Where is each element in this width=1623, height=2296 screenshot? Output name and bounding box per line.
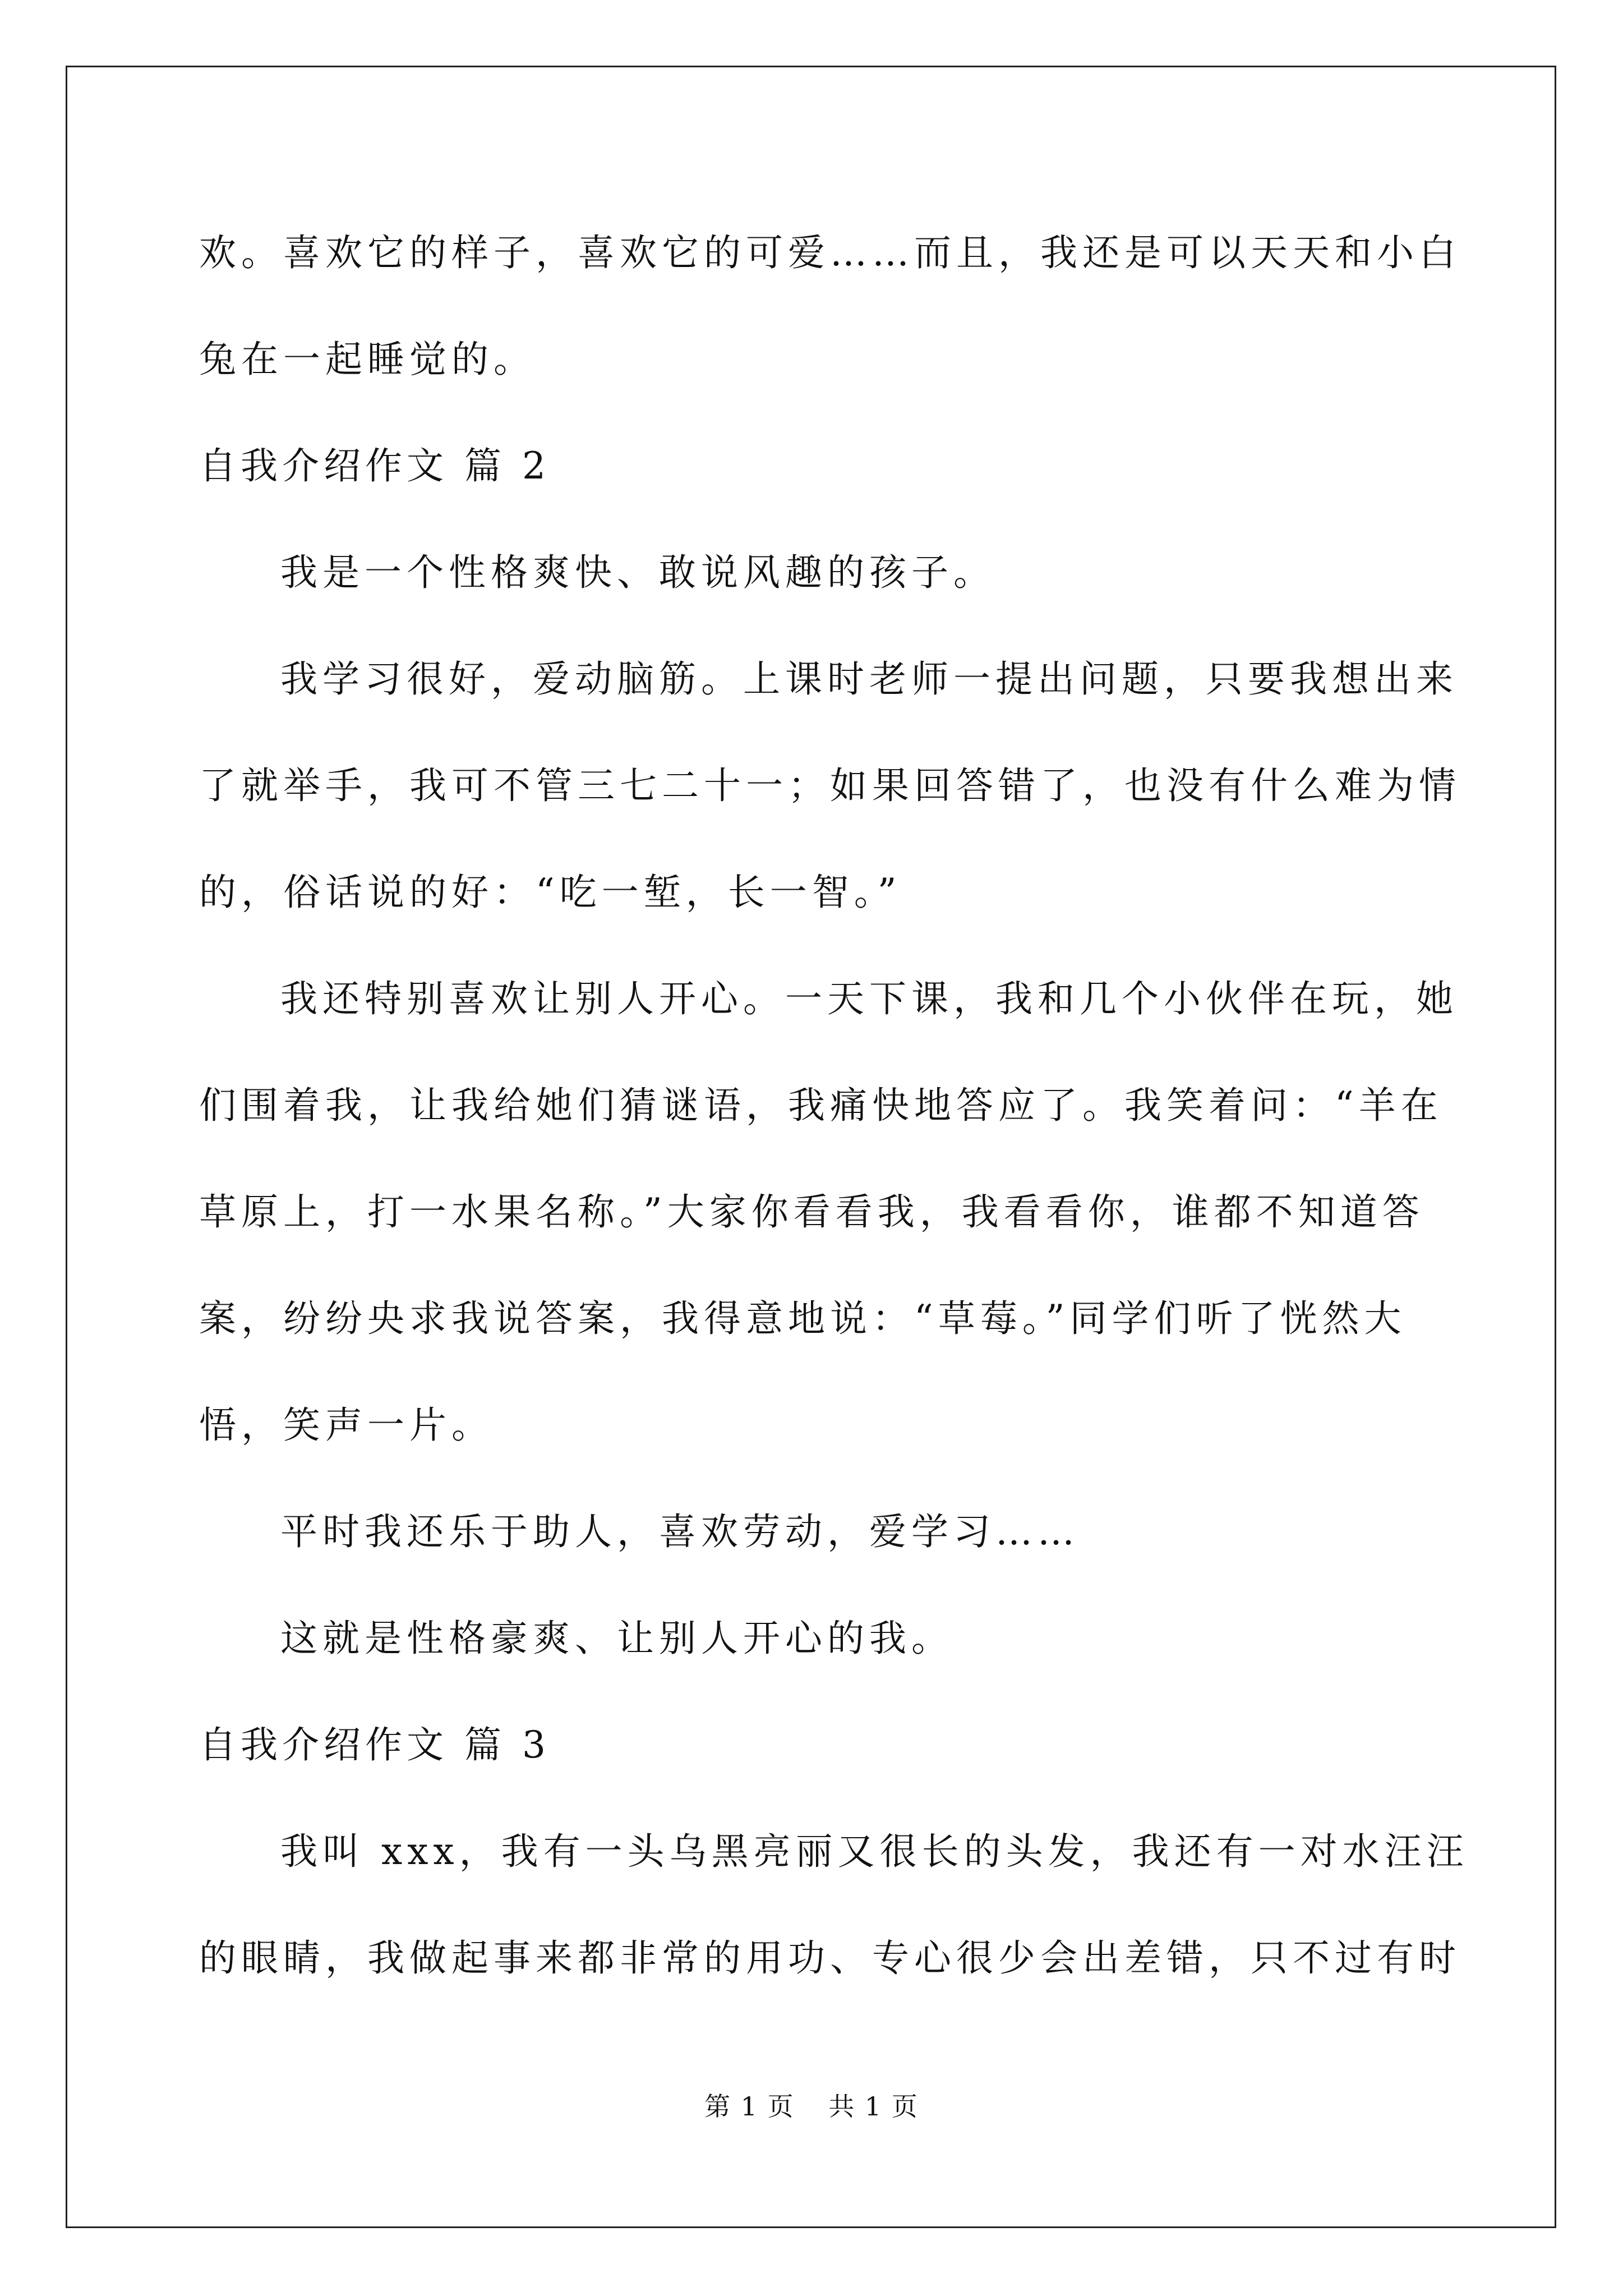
paragraph-line: 了就举手，我可不管三七二十一；如果回答错了，也没有什么难为情 [199, 764, 1461, 807]
paragraph-line: 平时我还乐于助人，喜欢劳动，爱学习…… [280, 1510, 1080, 1553]
paragraph-line: 我是一个性格爽快、敢说风趣的孩子。 [280, 551, 995, 594]
paragraph-line: 们围着我，让我给她们猜谜语，我痛快地答应了。我笑着问：“羊在 [199, 1084, 1443, 1127]
paragraph-line: 我叫 xxx，我有一头乌黑亮丽又很长的头发，我还有一对水汪汪 [280, 1830, 1469, 1873]
paragraph-line: 悟，笑声一片。 [199, 1404, 494, 1447]
paragraph-line: 的，俗话说的好：“吃一堑，长一智。” [199, 871, 902, 914]
paragraph-line: 我学习很好，爱动脑筋。上课时老师一提出问题，只要我想出来 [280, 657, 1458, 701]
paragraph-line: 这就是性格豪爽、让别人开心的我。 [280, 1617, 953, 1660]
page-number: 第 1 页 [704, 2091, 795, 2122]
paragraph-line: 的眼睛，我做起事来都非常的用功、专心很少会出差错，只不过有时 [199, 1936, 1461, 1980]
page-total: 共 1 页 [828, 2091, 919, 2122]
section-heading-3: 自我介绍作文 篇 3 [199, 1723, 550, 1766]
paragraph-line: 草原上，打一水果名称。”大家你看看我，我看看你，谁都不知道答 [199, 1190, 1424, 1234]
paragraph-line: 欢。喜欢它的样子，喜欢它的可爱……而且，我还是可以天天和小白 [199, 231, 1461, 274]
section-heading-2: 自我介绍作文 篇 2 [199, 444, 550, 487]
paragraph-line: 我还特别喜欢让别人开心。一天下课，我和几个小伙伴在玩，她 [280, 977, 1458, 1020]
page-border [66, 66, 1556, 2228]
page-footer [0, 2090, 1623, 2123]
paragraph-line: 兔在一起睡觉的。 [199, 338, 536, 381]
paragraph-line: 案，纷纷央求我说答案，我得意地说：“草莓。”同学们听了恍然大 [199, 1297, 1407, 1340]
